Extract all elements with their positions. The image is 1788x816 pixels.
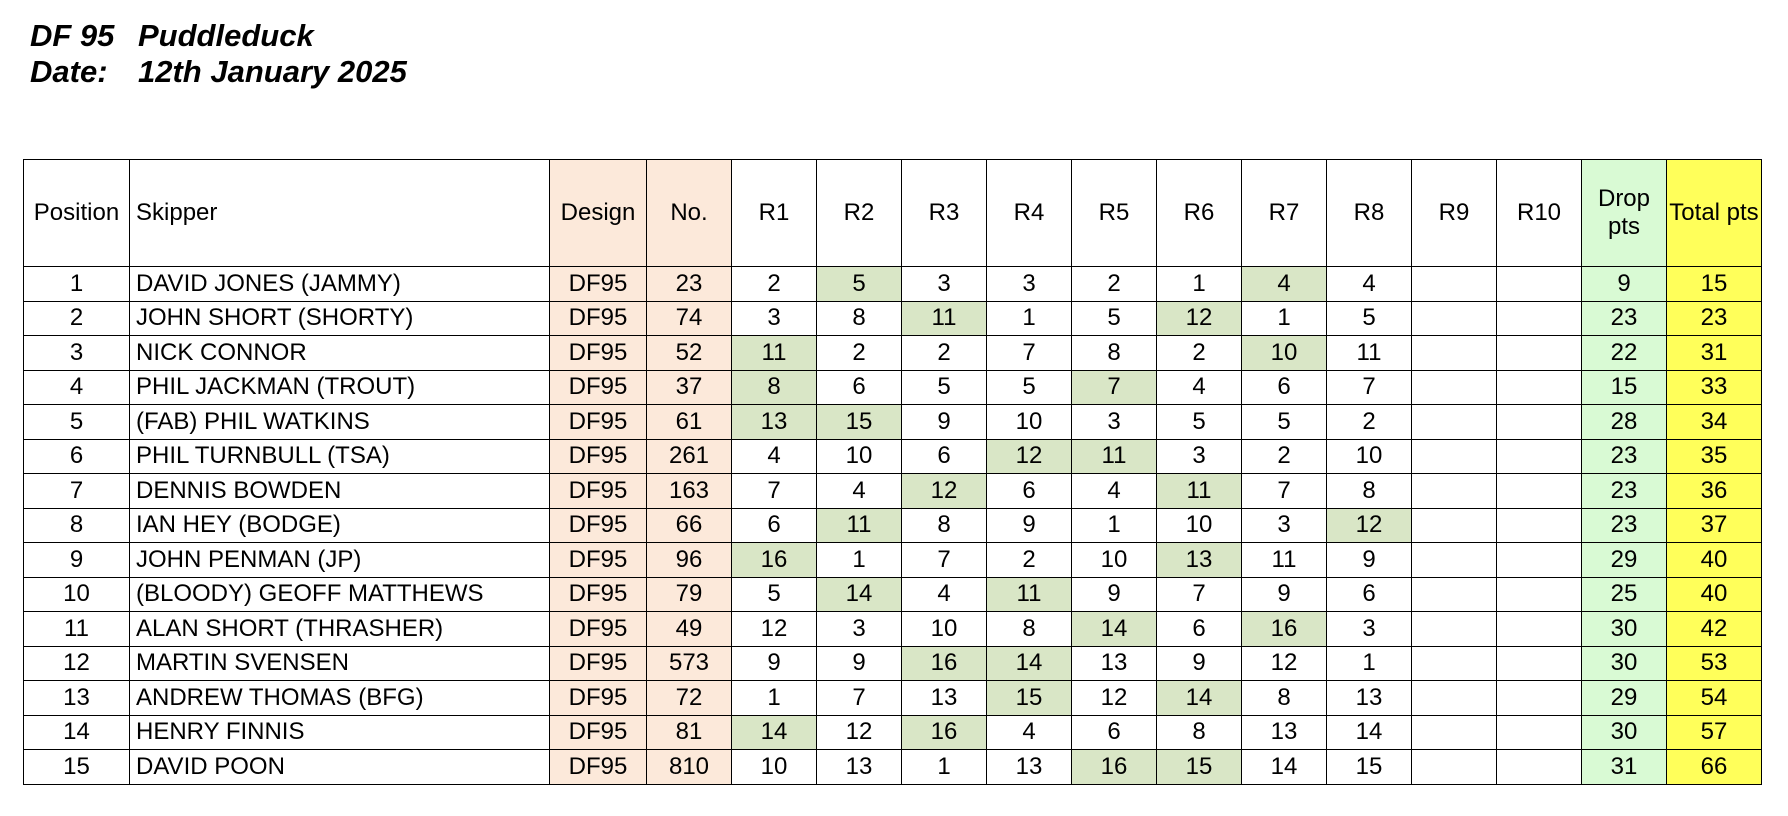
col-header-no: No. <box>647 160 732 267</box>
race-9-cell <box>1412 681 1497 716</box>
design-cell: DF95 <box>550 439 647 474</box>
race-2-cell: 14 <box>817 577 902 612</box>
drop-pts-cell: 29 <box>1582 543 1667 578</box>
race-2-cell: 5 <box>817 267 902 302</box>
race-5-cell: 16 <box>1072 750 1157 785</box>
race-8-cell: 5 <box>1327 301 1412 336</box>
design-cell: DF95 <box>550 301 647 336</box>
race-9-cell <box>1412 612 1497 647</box>
race-1-cell: 8 <box>732 370 817 405</box>
sail-number-cell: 96 <box>647 543 732 578</box>
col-header-skipper: Skipper <box>130 160 550 267</box>
race-4-cell: 5 <box>987 370 1072 405</box>
results-table <box>23 159 1762 785</box>
race-5-cell: 14 <box>1072 612 1157 647</box>
race-2-cell: 4 <box>817 474 902 509</box>
sail-number-cell: 23 <box>647 267 732 302</box>
race-5-cell: 1 <box>1072 508 1157 543</box>
race-1-cell: 7 <box>732 474 817 509</box>
skipper-cell: JOHN PENMAN (JP) <box>130 543 550 578</box>
race-2-cell: 11 <box>817 508 902 543</box>
table-row <box>24 750 1762 785</box>
total-pts-cell: 66 <box>1667 750 1762 785</box>
race-3-cell: 2 <box>902 336 987 371</box>
race-5-cell: 2 <box>1072 267 1157 302</box>
design-cell: DF95 <box>550 612 647 647</box>
total-pts-cell: 40 <box>1667 543 1762 578</box>
race-5-cell: 5 <box>1072 301 1157 336</box>
position-cell: 7 <box>24 474 130 509</box>
race-1-cell: 10 <box>732 750 817 785</box>
skipper-cell: DAVID JONES (JAMMY) <box>130 267 550 302</box>
race-9-cell <box>1412 439 1497 474</box>
race-9-cell <box>1412 336 1497 371</box>
skipper-cell: ANDREW THOMAS (BFG) <box>130 681 550 716</box>
sail-number-cell: 61 <box>647 405 732 440</box>
race-1-cell: 12 <box>732 612 817 647</box>
race-10-cell <box>1497 405 1582 440</box>
race-2-cell: 12 <box>817 715 902 750</box>
sail-number-cell: 52 <box>647 336 732 371</box>
race-2-cell: 13 <box>817 750 902 785</box>
date-line <box>30 54 407 90</box>
position-cell: 12 <box>24 646 130 681</box>
race-7-cell: 2 <box>1242 439 1327 474</box>
race-10-cell <box>1497 612 1582 647</box>
col-header-position: Position <box>24 160 130 267</box>
race-10-cell <box>1497 543 1582 578</box>
total-pts-cell: 40 <box>1667 577 1762 612</box>
race-4-cell: 6 <box>987 474 1072 509</box>
race-4-cell: 12 <box>987 439 1072 474</box>
race-3-cell: 1 <box>902 750 987 785</box>
skipper-cell: PHIL JACKMAN (TROUT) <box>130 370 550 405</box>
col-header-drop-pts: Drop pts <box>1582 160 1667 267</box>
race-6-cell: 10 <box>1157 508 1242 543</box>
race-3-cell: 6 <box>902 439 987 474</box>
venue-name: Puddleduck <box>138 18 314 53</box>
race-4-cell: 15 <box>987 681 1072 716</box>
sail-number-cell: 810 <box>647 750 732 785</box>
race-8-cell: 15 <box>1327 750 1412 785</box>
race-8-cell: 13 <box>1327 681 1412 716</box>
race-7-cell: 4 <box>1242 267 1327 302</box>
race-1-cell: 14 <box>732 715 817 750</box>
race-10-cell <box>1497 750 1582 785</box>
race-6-cell: 9 <box>1157 646 1242 681</box>
total-pts-cell: 34 <box>1667 405 1762 440</box>
race-1-cell: 5 <box>732 577 817 612</box>
race-9-cell <box>1412 405 1497 440</box>
race-4-cell: 13 <box>987 750 1072 785</box>
sail-number-cell: 74 <box>647 301 732 336</box>
position-cell: 5 <box>24 405 130 440</box>
col-header-r4: R4 <box>987 160 1072 267</box>
race-8-cell: 8 <box>1327 474 1412 509</box>
race-6-cell: 13 <box>1157 543 1242 578</box>
race-10-cell <box>1497 577 1582 612</box>
race-6-cell: 3 <box>1157 439 1242 474</box>
table-row <box>24 439 1762 474</box>
race-5-cell: 12 <box>1072 681 1157 716</box>
total-pts-cell: 54 <box>1667 681 1762 716</box>
design-cell: DF95 <box>550 336 647 371</box>
race-4-cell: 14 <box>987 646 1072 681</box>
sail-number-cell: 37 <box>647 370 732 405</box>
race-2-cell: 3 <box>817 612 902 647</box>
position-cell: 6 <box>24 439 130 474</box>
drop-pts-cell: 31 <box>1582 750 1667 785</box>
race-10-cell <box>1497 301 1582 336</box>
race-6-cell: 1 <box>1157 267 1242 302</box>
race-7-cell: 12 <box>1242 646 1327 681</box>
col-header-r1: R1 <box>732 160 817 267</box>
race-10-cell <box>1497 646 1582 681</box>
position-cell: 2 <box>24 301 130 336</box>
col-header-r5: R5 <box>1072 160 1157 267</box>
skipper-cell: NICK CONNOR <box>130 336 550 371</box>
total-pts-cell: 31 <box>1667 336 1762 371</box>
race-9-cell <box>1412 646 1497 681</box>
race-1-cell: 16 <box>732 543 817 578</box>
race-2-cell: 10 <box>817 439 902 474</box>
race-7-cell: 10 <box>1242 336 1327 371</box>
table-row <box>24 543 1762 578</box>
race-8-cell: 2 <box>1327 405 1412 440</box>
skipper-cell: JOHN SHORT (SHORTY) <box>130 301 550 336</box>
race-9-cell <box>1412 508 1497 543</box>
position-cell: 13 <box>24 681 130 716</box>
drop-pts-cell: 23 <box>1582 474 1667 509</box>
col-header-r10: R10 <box>1497 160 1582 267</box>
design-cell: DF95 <box>550 715 647 750</box>
race-7-cell: 11 <box>1242 543 1327 578</box>
race-1-cell: 4 <box>732 439 817 474</box>
drop-pts-cell: 15 <box>1582 370 1667 405</box>
race-8-cell: 4 <box>1327 267 1412 302</box>
drop-pts-cell: 30 <box>1582 715 1667 750</box>
race-7-cell: 16 <box>1242 612 1327 647</box>
drop-pts-cell: 30 <box>1582 646 1667 681</box>
position-cell: 8 <box>24 508 130 543</box>
race-7-cell: 5 <box>1242 405 1327 440</box>
skipper-cell: ALAN SHORT (THRASHER) <box>130 612 550 647</box>
total-pts-cell: 35 <box>1667 439 1762 474</box>
skipper-cell: HENRY FINNIS <box>130 715 550 750</box>
race-2-cell: 9 <box>817 646 902 681</box>
race-3-cell: 5 <box>902 370 987 405</box>
race-8-cell: 6 <box>1327 577 1412 612</box>
race-3-cell: 10 <box>902 612 987 647</box>
col-header-r3: R3 <box>902 160 987 267</box>
drop-pts-cell: 29 <box>1582 681 1667 716</box>
position-cell: 9 <box>24 543 130 578</box>
race-8-cell: 14 <box>1327 715 1412 750</box>
sail-number-cell: 81 <box>647 715 732 750</box>
race-4-cell: 4 <box>987 715 1072 750</box>
race-3-cell: 4 <box>902 577 987 612</box>
header-row <box>24 160 1762 267</box>
table-row <box>24 405 1762 440</box>
col-header-r7: R7 <box>1242 160 1327 267</box>
race-5-cell: 13 <box>1072 646 1157 681</box>
race-6-cell: 2 <box>1157 336 1242 371</box>
table-row <box>24 612 1762 647</box>
race-4-cell: 1 <box>987 301 1072 336</box>
race-10-cell <box>1497 370 1582 405</box>
skipper-cell: IAN HEY (BODGE) <box>130 508 550 543</box>
position-cell: 3 <box>24 336 130 371</box>
race-2-cell: 6 <box>817 370 902 405</box>
position-cell: 11 <box>24 612 130 647</box>
race-6-cell: 7 <box>1157 577 1242 612</box>
race-9-cell <box>1412 301 1497 336</box>
race-1-cell: 1 <box>732 681 817 716</box>
total-pts-cell: 57 <box>1667 715 1762 750</box>
race-6-cell: 11 <box>1157 474 1242 509</box>
race-1-cell: 9 <box>732 646 817 681</box>
race-2-cell: 15 <box>817 405 902 440</box>
drop-pts-cell: 23 <box>1582 439 1667 474</box>
table-row <box>24 577 1762 612</box>
race-9-cell <box>1412 577 1497 612</box>
sail-number-cell: 66 <box>647 508 732 543</box>
design-cell: DF95 <box>550 577 647 612</box>
table-row <box>24 336 1762 371</box>
drop-pts-cell: 23 <box>1582 508 1667 543</box>
race-4-cell: 7 <box>987 336 1072 371</box>
race-9-cell <box>1412 543 1497 578</box>
race-date: 12th January 2025 <box>138 54 407 89</box>
race-6-cell: 5 <box>1157 405 1242 440</box>
race-9-cell <box>1412 474 1497 509</box>
race-10-cell <box>1497 474 1582 509</box>
drop-pts-cell: 25 <box>1582 577 1667 612</box>
race-3-cell: 8 <box>902 508 987 543</box>
race-8-cell: 3 <box>1327 612 1412 647</box>
race-7-cell: 6 <box>1242 370 1327 405</box>
race-4-cell: 11 <box>987 577 1072 612</box>
race-2-cell: 1 <box>817 543 902 578</box>
race-9-cell <box>1412 750 1497 785</box>
design-cell: DF95 <box>550 267 647 302</box>
race-6-cell: 8 <box>1157 715 1242 750</box>
skipper-cell: PHIL TURNBULL (TSA) <box>130 439 550 474</box>
design-cell: DF95 <box>550 474 647 509</box>
race-2-cell: 2 <box>817 336 902 371</box>
drop-pts-cell: 30 <box>1582 612 1667 647</box>
design-cell: DF95 <box>550 508 647 543</box>
results-header <box>30 18 407 90</box>
col-header-r8: R8 <box>1327 160 1412 267</box>
race-7-cell: 7 <box>1242 474 1327 509</box>
race-3-cell: 13 <box>902 681 987 716</box>
total-pts-cell: 36 <box>1667 474 1762 509</box>
table-row <box>24 646 1762 681</box>
position-cell: 10 <box>24 577 130 612</box>
class-line <box>30 18 407 54</box>
total-pts-cell: 23 <box>1667 301 1762 336</box>
total-pts-cell: 37 <box>1667 508 1762 543</box>
race-3-cell: 3 <box>902 267 987 302</box>
race-1-cell: 6 <box>732 508 817 543</box>
race-7-cell: 13 <box>1242 715 1327 750</box>
race-4-cell: 9 <box>987 508 1072 543</box>
race-8-cell: 7 <box>1327 370 1412 405</box>
drop-pts-cell: 23 <box>1582 301 1667 336</box>
race-10-cell <box>1497 681 1582 716</box>
race-3-cell: 7 <box>902 543 987 578</box>
race-3-cell: 16 <box>902 646 987 681</box>
sail-number-cell: 79 <box>647 577 732 612</box>
race-6-cell: 12 <box>1157 301 1242 336</box>
race-7-cell: 9 <box>1242 577 1327 612</box>
race-9-cell <box>1412 267 1497 302</box>
race-5-cell: 11 <box>1072 439 1157 474</box>
table-row <box>24 474 1762 509</box>
position-cell: 15 <box>24 750 130 785</box>
race-3-cell: 9 <box>902 405 987 440</box>
race-5-cell: 9 <box>1072 577 1157 612</box>
design-cell: DF95 <box>550 405 647 440</box>
drop-pts-cell: 9 <box>1582 267 1667 302</box>
race-5-cell: 10 <box>1072 543 1157 578</box>
design-cell: DF95 <box>550 646 647 681</box>
race-2-cell: 7 <box>817 681 902 716</box>
race-6-cell: 15 <box>1157 750 1242 785</box>
skipper-cell: MARTIN SVENSEN <box>130 646 550 681</box>
race-4-cell: 2 <box>987 543 1072 578</box>
position-cell: 1 <box>24 267 130 302</box>
race-8-cell: 9 <box>1327 543 1412 578</box>
race-9-cell <box>1412 370 1497 405</box>
skipper-cell: DENNIS BOWDEN <box>130 474 550 509</box>
table-row <box>24 681 1762 716</box>
table-row <box>24 715 1762 750</box>
drop-pts-cell: 28 <box>1582 405 1667 440</box>
race-8-cell: 1 <box>1327 646 1412 681</box>
design-cell: DF95 <box>550 370 647 405</box>
total-pts-cell: 53 <box>1667 646 1762 681</box>
sail-number-cell: 72 <box>647 681 732 716</box>
race-4-cell: 10 <box>987 405 1072 440</box>
race-4-cell: 8 <box>987 612 1072 647</box>
total-pts-cell: 42 <box>1667 612 1762 647</box>
position-cell: 14 <box>24 715 130 750</box>
race-10-cell <box>1497 267 1582 302</box>
race-8-cell: 10 <box>1327 439 1412 474</box>
skipper-cell: DAVID POON <box>130 750 550 785</box>
race-3-cell: 12 <box>902 474 987 509</box>
race-7-cell: 8 <box>1242 681 1327 716</box>
sail-number-cell: 573 <box>647 646 732 681</box>
skipper-cell: (FAB) PHIL WATKINS <box>130 405 550 440</box>
col-header-design: Design <box>550 160 647 267</box>
race-6-cell: 4 <box>1157 370 1242 405</box>
col-header-r6: R6 <box>1157 160 1242 267</box>
race-9-cell <box>1412 715 1497 750</box>
design-cell: DF95 <box>550 681 647 716</box>
race-10-cell <box>1497 336 1582 371</box>
race-1-cell: 3 <box>732 301 817 336</box>
race-5-cell: 3 <box>1072 405 1157 440</box>
race-5-cell: 4 <box>1072 474 1157 509</box>
race-5-cell: 6 <box>1072 715 1157 750</box>
race-6-cell: 14 <box>1157 681 1242 716</box>
col-header-r2: R2 <box>817 160 902 267</box>
skipper-cell: (BLOODY) GEOFF MATTHEWS <box>130 577 550 612</box>
table-row <box>24 508 1762 543</box>
col-header-r9: R9 <box>1412 160 1497 267</box>
race-3-cell: 11 <box>902 301 987 336</box>
results-body <box>24 267 1762 785</box>
sail-number-cell: 261 <box>647 439 732 474</box>
col-header-total-pts: Total pts <box>1667 160 1762 267</box>
table-row <box>24 370 1762 405</box>
date-label: Date: <box>30 54 108 89</box>
table-row <box>24 301 1762 336</box>
race-7-cell: 14 <box>1242 750 1327 785</box>
total-pts-cell: 33 <box>1667 370 1762 405</box>
sail-number-cell: 49 <box>647 612 732 647</box>
race-6-cell: 6 <box>1157 612 1242 647</box>
race-10-cell <box>1497 715 1582 750</box>
race-8-cell: 12 <box>1327 508 1412 543</box>
race-1-cell: 11 <box>732 336 817 371</box>
class-label: DF 95 <box>30 18 115 53</box>
race-10-cell <box>1497 508 1582 543</box>
sail-number-cell: 163 <box>647 474 732 509</box>
total-pts-cell: 15 <box>1667 267 1762 302</box>
race-7-cell: 3 <box>1242 508 1327 543</box>
race-7-cell: 1 <box>1242 301 1327 336</box>
race-1-cell: 13 <box>732 405 817 440</box>
position-cell: 4 <box>24 370 130 405</box>
race-2-cell: 8 <box>817 301 902 336</box>
race-5-cell: 7 <box>1072 370 1157 405</box>
race-5-cell: 8 <box>1072 336 1157 371</box>
design-cell: DF95 <box>550 543 647 578</box>
race-8-cell: 11 <box>1327 336 1412 371</box>
table-row <box>24 267 1762 302</box>
race-10-cell <box>1497 439 1582 474</box>
race-4-cell: 3 <box>987 267 1072 302</box>
design-cell: DF95 <box>550 750 647 785</box>
race-3-cell: 16 <box>902 715 987 750</box>
race-1-cell: 2 <box>732 267 817 302</box>
drop-pts-cell: 22 <box>1582 336 1667 371</box>
